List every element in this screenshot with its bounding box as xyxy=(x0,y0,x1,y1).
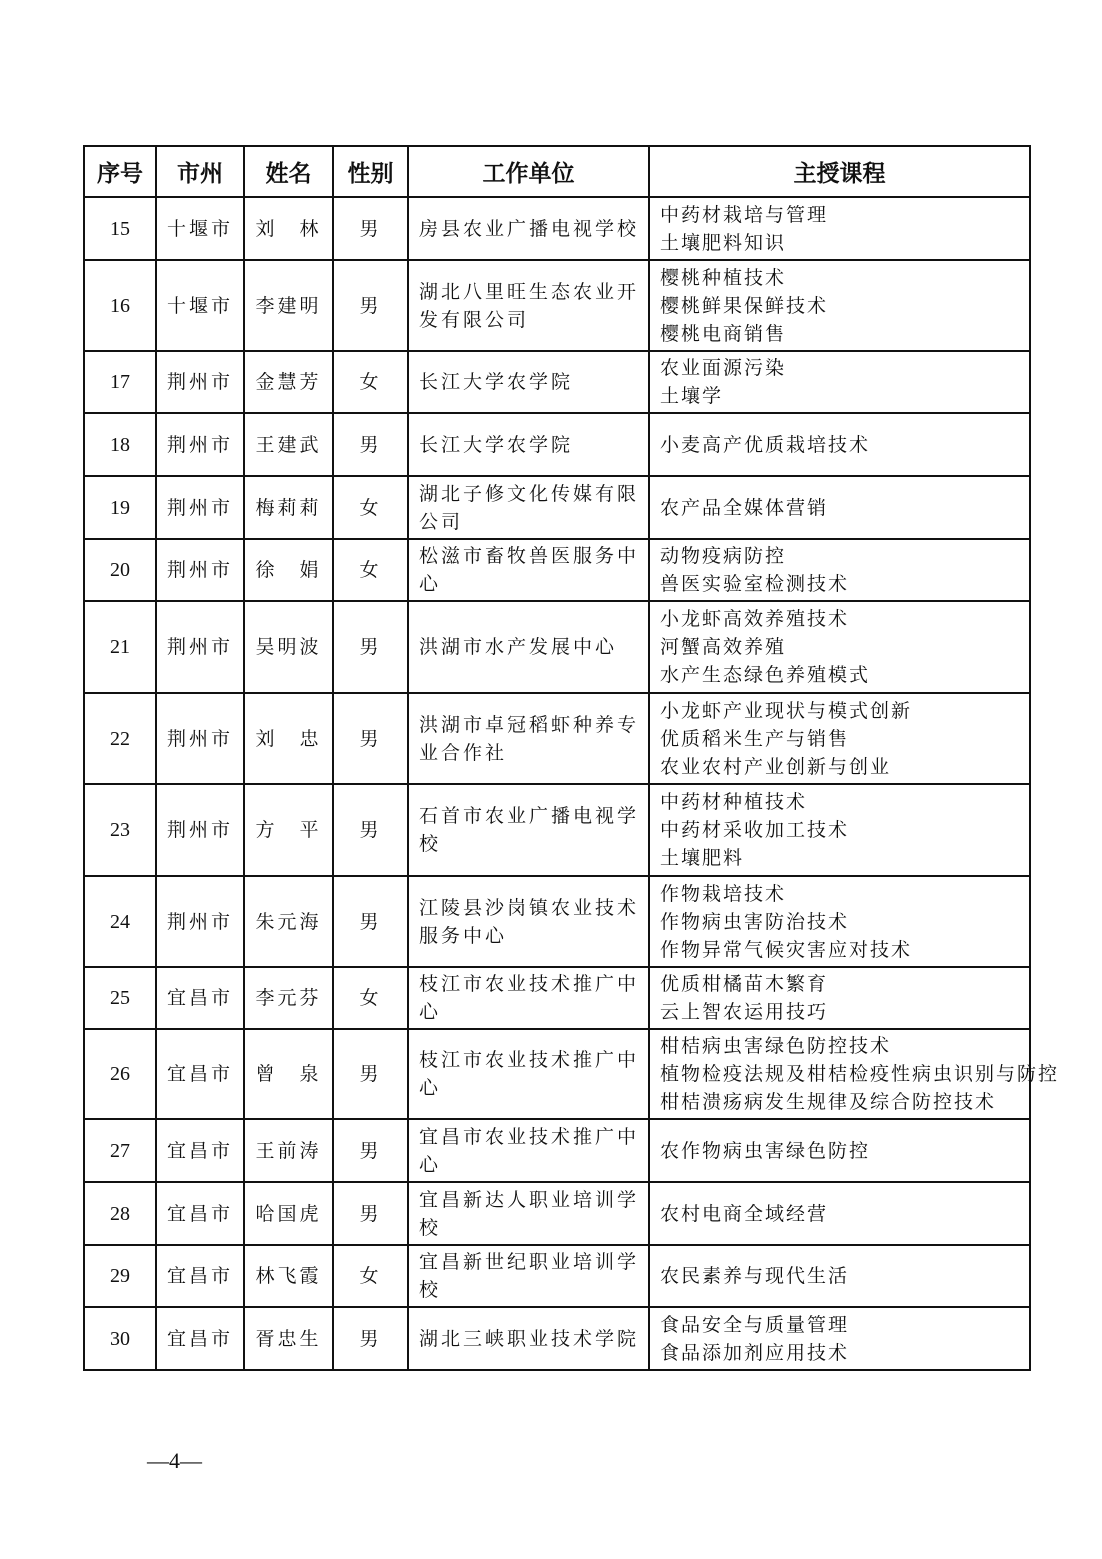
gender-cell: 男 xyxy=(333,693,408,784)
table-row xyxy=(84,601,1030,693)
table-row xyxy=(84,1245,1030,1307)
course-item: 优质稻米生产与销售 xyxy=(660,727,850,750)
city-cell: 宜昌市 xyxy=(156,1307,244,1370)
table-row xyxy=(84,413,1030,476)
city-cell: 荆州市 xyxy=(156,693,244,784)
work-unit-cell: 枝江市农业技术推广中心 xyxy=(408,967,649,1029)
work-unit-cell: 长江大学农学院 xyxy=(408,413,649,476)
table-row xyxy=(84,1029,1030,1119)
course-item: 土壤肥料 xyxy=(660,847,745,869)
course-item: 兽医实验室检测技术 xyxy=(660,573,850,595)
row-number: 28 xyxy=(84,1182,156,1245)
gender-cell: 男 xyxy=(333,784,408,876)
work-unit-cell: 房县农业广播电视学校 xyxy=(408,197,649,260)
city-cell: 宜昌市 xyxy=(156,967,244,1029)
table-row xyxy=(84,967,1030,1029)
course-item: 作物病虫害防治技术 xyxy=(660,910,850,933)
course-item: 小麦高产优质栽培技术 xyxy=(660,433,871,456)
courses-cell xyxy=(649,967,1030,1029)
table-row xyxy=(84,693,1030,784)
row-number: 21 xyxy=(84,601,156,693)
course-item: 食品添加剂应用技术 xyxy=(660,1341,850,1364)
name-cell: 胥忠生 xyxy=(244,1307,333,1370)
courses-cell xyxy=(649,1119,1030,1182)
courses-cell xyxy=(649,1182,1030,1245)
gender-cell: 男 xyxy=(333,1029,408,1119)
table-row xyxy=(84,351,1030,413)
course-item: 农村电商全域经营 xyxy=(660,1202,829,1225)
work-unit-cell: 洪湖市卓冠稻虾种养专业合作社 xyxy=(408,693,649,784)
name-cell: 李元芬 xyxy=(244,967,333,1029)
course-item: 农作物病虫害绿色防控 xyxy=(660,1139,871,1162)
table-row xyxy=(84,1182,1030,1245)
course-item: 樱桃鲜果保鲜技术 xyxy=(660,294,829,317)
course-item: 土壤学 xyxy=(660,385,724,407)
table-row xyxy=(84,260,1030,351)
name-cell: 方 平 xyxy=(244,784,333,876)
row-number: 30 xyxy=(84,1307,156,1370)
city-cell: 十堰市 xyxy=(156,197,244,260)
course-item: 农业农村产业创新与创业 xyxy=(660,755,892,778)
work-unit-cell: 湖北子修文化传媒有限公司 xyxy=(408,476,649,539)
gender-cell: 女 xyxy=(333,351,408,413)
name-cell: 王前涛 xyxy=(244,1119,333,1182)
header-courses: 主授课程 xyxy=(649,146,1030,197)
name-cell: 刘 忠 xyxy=(244,693,333,784)
name-cell: 曾 泉 xyxy=(244,1029,333,1119)
gender-cell: 男 xyxy=(333,1119,408,1182)
gender-cell: 女 xyxy=(333,539,408,601)
courses-cell xyxy=(649,539,1030,601)
courses-cell xyxy=(649,693,1030,784)
gender-cell: 女 xyxy=(333,967,408,1029)
name-cell: 金慧芳 xyxy=(244,351,333,413)
header-no: 序号 xyxy=(84,146,156,197)
row-number: 16 xyxy=(84,260,156,351)
course-item: 食品安全与质量管理 xyxy=(660,1313,850,1336)
work-unit-cell: 宜昌新达人职业培训学校 xyxy=(408,1182,649,1245)
table-row xyxy=(84,1119,1030,1182)
course-item: 中药材栽培与管理 xyxy=(660,203,829,226)
courses-cell xyxy=(649,1245,1030,1307)
course-item: 中药材采收加工技术 xyxy=(660,819,850,841)
work-unit-cell: 江陵县沙岗镇农业技术服务中心 xyxy=(408,876,649,967)
row-number: 27 xyxy=(84,1119,156,1182)
trainer-table xyxy=(83,145,1060,1371)
row-number: 18 xyxy=(84,413,156,476)
city-cell: 宜昌市 xyxy=(156,1245,244,1307)
header-unit: 工作单位 xyxy=(408,146,649,197)
name-cell: 徐 娟 xyxy=(244,539,333,601)
course-item: 樱桃电商销售 xyxy=(660,322,787,345)
course-item: 动物疫病防控 xyxy=(660,545,787,567)
course-item: 作物栽培技术 xyxy=(660,882,787,905)
city-cell: 十堰市 xyxy=(156,260,244,351)
courses-cell xyxy=(649,876,1030,967)
row-number: 17 xyxy=(84,351,156,413)
work-unit-cell: 湖北三峡职业技术学院 xyxy=(408,1307,649,1370)
work-unit-cell: 长江大学农学院 xyxy=(408,351,649,413)
course-item: 中药材种植技术 xyxy=(660,791,808,813)
city-cell: 荆州市 xyxy=(156,413,244,476)
course-item: 柑桔溃疡病发生规律及综合防控技术 xyxy=(660,1091,997,1113)
course-item: 小龙虾高效养殖技术 xyxy=(660,608,850,630)
courses-cell xyxy=(649,260,1030,351)
gender-cell: 男 xyxy=(333,601,408,693)
gender-cell: 女 xyxy=(333,476,408,539)
course-item: 农民素养与现代生活 xyxy=(660,1265,850,1287)
row-number: 24 xyxy=(84,876,156,967)
city-cell: 荆州市 xyxy=(156,784,244,876)
name-cell: 吴明波 xyxy=(244,601,333,693)
course-item: 河蟹高效养殖 xyxy=(660,636,787,658)
gender-cell: 男 xyxy=(333,260,408,351)
name-cell: 朱元海 xyxy=(244,876,333,967)
courses-cell xyxy=(649,413,1030,476)
work-unit-cell: 宜昌新世纪职业培训学校 xyxy=(408,1245,649,1307)
table-row xyxy=(84,876,1030,967)
gender-cell: 男 xyxy=(333,1307,408,1370)
work-unit-cell: 石首市农业广播电视学校 xyxy=(408,784,649,876)
city-cell: 荆州市 xyxy=(156,876,244,967)
header-gender: 性别 xyxy=(333,146,408,197)
courses-cell xyxy=(649,351,1030,413)
course-item: 优质柑橘苗木繁育 xyxy=(660,973,829,995)
course-item: 小龙虾产业现状与模式创新 xyxy=(660,699,913,722)
gender-cell: 男 xyxy=(333,413,408,476)
course-item: 樱桃种植技术 xyxy=(660,266,787,289)
course-item: 作物异常气候灾害应对技术 xyxy=(660,938,913,961)
city-cell: 荆州市 xyxy=(156,601,244,693)
courses-cell xyxy=(649,1307,1030,1370)
table-row xyxy=(84,784,1030,876)
page-number: —4— xyxy=(147,1448,202,1473)
course-item: 柑桔病虫害绿色防控技术 xyxy=(660,1035,892,1057)
course-item: 植物检疫法规及柑桔检疫性病虫识别与防控 xyxy=(660,1063,1060,1085)
work-unit-cell: 枝江市农业技术推广中心 xyxy=(408,1029,649,1119)
name-cell: 林飞霞 xyxy=(244,1245,333,1307)
table-row xyxy=(84,539,1030,601)
name-cell: 哈国虎 xyxy=(244,1182,333,1245)
course-item: 水产生态绿色养殖模式 xyxy=(660,664,871,686)
courses-cell xyxy=(649,1029,1060,1119)
courses-cell xyxy=(649,601,1030,693)
row-number: 26 xyxy=(84,1029,156,1119)
row-number: 23 xyxy=(84,784,156,876)
city-cell: 荆州市 xyxy=(156,476,244,539)
work-unit-cell: 松滋市畜牧兽医服务中心 xyxy=(408,539,649,601)
name-cell: 刘 林 xyxy=(244,197,333,260)
work-unit-cell: 宜昌市农业技术推广中心 xyxy=(408,1119,649,1182)
row-number: 19 xyxy=(84,476,156,539)
city-cell: 荆州市 xyxy=(156,351,244,413)
table-header-row xyxy=(84,146,1030,197)
course-item: 农业面源污染 xyxy=(660,357,787,379)
courses-cell xyxy=(649,784,1030,876)
table-row xyxy=(84,1307,1030,1370)
name-cell: 梅莉莉 xyxy=(244,476,333,539)
courses-cell xyxy=(649,476,1030,539)
courses-cell xyxy=(649,197,1030,260)
gender-cell: 男 xyxy=(333,876,408,967)
city-cell: 宜昌市 xyxy=(156,1119,244,1182)
table-row xyxy=(84,476,1030,539)
row-number: 15 xyxy=(84,197,156,260)
gender-cell: 男 xyxy=(333,1182,408,1245)
work-unit-cell: 湖北八里旺生态农业开发有限公司 xyxy=(408,260,649,351)
course-item: 农产品全媒体营销 xyxy=(660,496,829,519)
city-cell: 宜昌市 xyxy=(156,1029,244,1119)
row-number: 25 xyxy=(84,967,156,1029)
table-row xyxy=(84,197,1030,260)
city-cell: 宜昌市 xyxy=(156,1182,244,1245)
header-name: 姓名 xyxy=(244,146,333,197)
row-number: 29 xyxy=(84,1245,156,1307)
name-cell: 李建明 xyxy=(244,260,333,351)
city-cell: 荆州市 xyxy=(156,539,244,601)
work-unit-cell: 洪湖市水产发展中心 xyxy=(408,601,649,693)
row-number: 20 xyxy=(84,539,156,601)
gender-cell: 男 xyxy=(333,197,408,260)
gender-cell: 女 xyxy=(333,1245,408,1307)
header-city: 市州 xyxy=(156,146,244,197)
name-cell: 王建武 xyxy=(244,413,333,476)
row-number: 22 xyxy=(84,693,156,784)
course-item: 云上智农运用技巧 xyxy=(660,1001,829,1023)
course-item: 土壤肥料知识 xyxy=(660,231,787,254)
